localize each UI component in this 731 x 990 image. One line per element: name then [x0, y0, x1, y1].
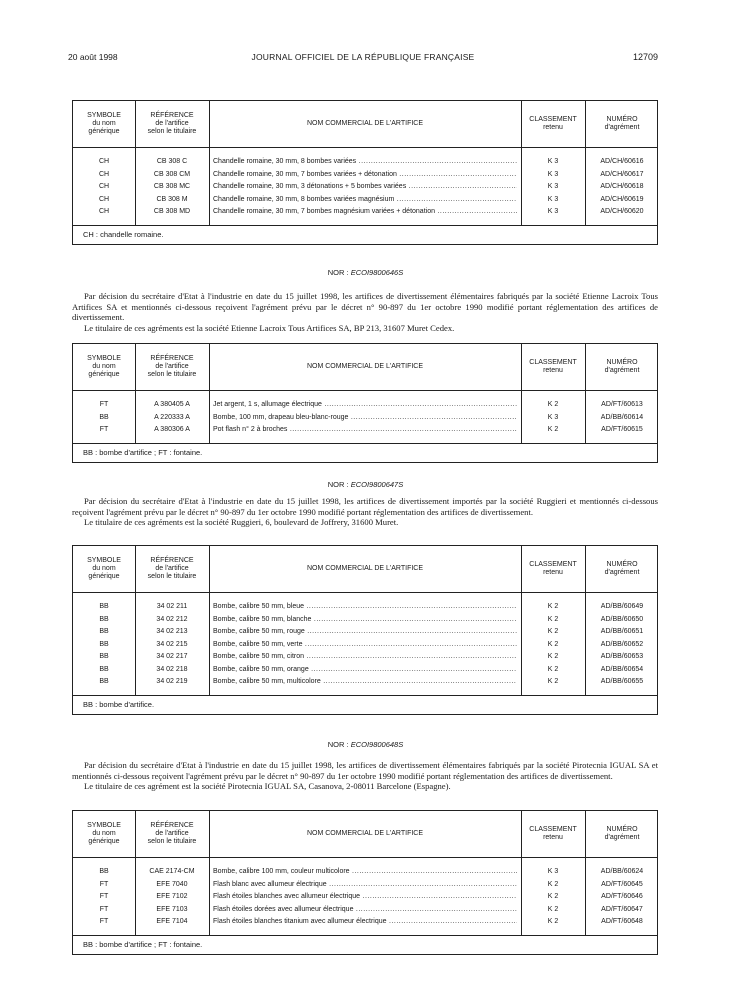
table-row [73, 866, 657, 879]
cell-cls: K 2 [547, 628, 559, 635]
table-row [73, 169, 657, 182]
table-header [73, 101, 657, 148]
column-header-label: NOM COMMERCIAL DE L'ARTIFICE [306, 565, 424, 572]
cell-sym: FT [99, 426, 109, 433]
cell-sym: BB [99, 413, 109, 421]
cell-sym: BB [99, 603, 109, 610]
cell-nom: Chandelle romaine, 30 mm, 7 bombes magnésium variées + détonation ..... [213, 206, 517, 219]
cell-nom: Bombe, calibre 50 mm, rouge ..... [213, 626, 517, 639]
cell-nom: Bombe, calibre 50 mm, verte ..... [213, 639, 517, 652]
nor-label: NOR : [327, 740, 349, 749]
cell-ref: EFE 7104 [156, 918, 188, 925]
cell-nom: Chandelle romaine, 30 mm, 3 détonations + 5 bombes variées ..... [213, 181, 517, 194]
column-header-label: NOM COMMERCIAL DE L'ARTIFICE [306, 363, 424, 370]
column-divider [521, 811, 522, 935]
table-row [73, 676, 657, 689]
approval-table-1 [72, 100, 658, 245]
cell-num: AD/BB/60614 [600, 413, 644, 421]
column-header-nom [209, 811, 521, 857]
cell-ref: CB 308 MC [153, 183, 191, 190]
table-row [73, 156, 657, 169]
column-header-label: CLASSEMENT retenu [529, 561, 577, 576]
cell-sym: CH [98, 208, 110, 215]
table-row [73, 639, 657, 652]
column-header-label: NOM COMMERCIAL DE L'ARTIFICE [306, 120, 424, 127]
table-row [73, 424, 657, 437]
cell-nom: Bombe, calibre 50 mm, citron ..... [213, 651, 517, 664]
cell-num: AD/BB/60624 [600, 868, 644, 875]
column-divider [209, 344, 210, 443]
table-row [73, 904, 657, 917]
cell-ref: EFE 7103 [156, 905, 188, 913]
cell-ref: CB 308 C [156, 158, 188, 165]
cell-ref: CB 308 CM [153, 170, 191, 178]
column-header-reference [135, 811, 209, 857]
cell-num: AD/BB/60654 [600, 665, 644, 673]
table-row [73, 194, 657, 207]
decision-paragraph-3 [72, 496, 658, 528]
nor-label: NOR : [327, 480, 349, 489]
cell-sym: FT [99, 893, 109, 900]
column-header-numero [585, 101, 659, 147]
table-footnote: BB : bombe d'artifice ; FT : fontaine. [73, 935, 657, 954]
cell-num: AD/BB/60651 [600, 628, 644, 635]
decision-paragraph-2 [72, 291, 658, 333]
cell-ref: 34 02 211 [156, 603, 188, 610]
approval-table-3 [72, 545, 658, 715]
table-footnote: CH : chandelle romaine. [73, 225, 657, 244]
holder-text: Le titulaire de ces agrément est la société Pirotecnia IGUAL SA, Casanova, 2-08011 Barcelone (Espagne). [84, 781, 451, 791]
table-header [73, 811, 657, 858]
table-row [73, 614, 657, 627]
table-body [73, 858, 657, 935]
cell-nom: Chandelle romaine, 30 mm, 8 bombes variées ..... [213, 156, 517, 169]
column-header-label: NUMÉRO d'agrément [604, 826, 640, 841]
table-row [73, 412, 657, 425]
table-row [73, 206, 657, 219]
column-divider [585, 546, 586, 695]
column-divider [135, 101, 136, 225]
cell-nom: Chandelle romaine, 30 mm, 8 bombes variées magnésium ..... [213, 194, 517, 207]
column-header-classement [521, 344, 585, 390]
table-row [73, 916, 657, 929]
column-header-label: NUMÉRO d'agrément [604, 359, 640, 374]
nor-code: ECOI9800647S [350, 480, 404, 489]
column-divider [209, 101, 210, 225]
decision-text: Par décision du secrétaire d'Etat à l'industrie en date du 15 juillet 1998, les artifices de divertissement élémentaires fabriqués par la société Pirotecnia IGUAL SA et mentionnés ci-dessous reçoivent l'agrément prévu par le décret n° 90-897 du 1er octobre 1990 modifié portant réglementation des artifices de divertissement. [72, 760, 658, 781]
cell-sym: BB [99, 868, 109, 875]
cell-nom: Flash étoiles dorées avec allumeur électrique ..... [213, 904, 517, 917]
cell-num: AD/FT/60646 [601, 893, 643, 900]
cell-sym: FT [99, 401, 109, 408]
column-header-label: SYMBOLE du nom générique [87, 822, 121, 845]
column-divider [521, 101, 522, 225]
nor-reference-4 [0, 740, 731, 749]
cell-sym: BB [99, 628, 109, 635]
decision-text: Par décision du secrétaire d'Etat à l'industrie en date du 15 juillet 1998, les artifices de divertissement importés par la société Ruggieri et mentionnés ci-dessous reçoivent l'agrément prévu par le décret n° 90-897 du 1er octobre 1990 modifié portant réglementation des artifices de divertissement. [72, 496, 658, 517]
column-header-label: NUMÉRO d'agrément [604, 116, 640, 131]
cell-nom: Chandelle romaine, 30 mm, 7 bombes variées + détonation ..... [213, 169, 517, 182]
cell-num: AD/FT/60645 [601, 880, 643, 888]
cell-ref: 34 02 219 [156, 678, 188, 685]
column-header-label: RÉFÉRENCE de l'artifice selon le titulaire [147, 112, 197, 135]
column-header-numero [585, 344, 659, 390]
cell-cls: K 2 [547, 615, 559, 623]
nor-code: ECOI9800646S [350, 268, 404, 277]
cell-ref: A 220333 A [154, 413, 190, 421]
column-divider [209, 546, 210, 695]
cell-nom: Flash étoiles blanches avec allumeur électrique ..... [213, 891, 517, 904]
decision-paragraph-4 [72, 760, 658, 792]
cell-num: AD/FT/60613 [601, 401, 643, 408]
cell-ref: EFE 7102 [156, 893, 188, 900]
column-header-numero [585, 546, 659, 592]
cell-cls: K 3 [547, 195, 559, 203]
cell-nom: Bombe, calibre 50 mm, orange ..... [213, 664, 517, 677]
cell-cls: K 2 [547, 893, 559, 900]
cell-num: AD/FT/60647 [601, 905, 643, 913]
table-row [73, 181, 657, 194]
cell-sym: BB [99, 653, 109, 660]
cell-cls: K 2 [547, 640, 559, 648]
header-title: JOURNAL OFFICIEL DE LA RÉPUBLIQUE FRANÇAISE [251, 52, 475, 62]
cell-num: AD/CH/60619 [600, 195, 644, 203]
approval-table-4 [72, 810, 658, 955]
cell-nom: Jet argent, 1 s, allumage électrique ..... [213, 399, 517, 412]
table-footnote: BB : bombe d'artifice. [73, 695, 657, 714]
column-divider [521, 344, 522, 443]
table-row [73, 651, 657, 664]
cell-cls: K 2 [547, 905, 559, 913]
header-date: 20 août 1998 [68, 52, 118, 62]
column-header-nom [209, 101, 521, 147]
cell-sym: CH [98, 158, 110, 165]
column-header-label: NUMÉRO d'agrément [604, 561, 640, 576]
cell-ref: CAE 2174-CM [149, 868, 195, 875]
cell-nom: Bombe, calibre 100 mm, couleur multicolore ..... [213, 866, 517, 879]
cell-ref: 34 02 217 [156, 653, 188, 660]
table-body [73, 593, 657, 695]
cell-sym: BB [99, 665, 109, 673]
column-header-nom [209, 546, 521, 592]
header-page-number: 12709 [632, 52, 658, 62]
column-header-classement [521, 546, 585, 592]
page-header [68, 52, 658, 66]
cell-cls: K 3 [547, 158, 559, 165]
cell-cls: K 3 [547, 208, 559, 215]
cell-cls: K 2 [547, 401, 559, 408]
column-header-symbole [73, 546, 135, 592]
cell-sym: FT [99, 918, 109, 925]
column-divider [135, 811, 136, 935]
cell-sym: CH [98, 170, 110, 178]
column-header-label: NOM COMMERCIAL DE L'ARTIFICE [306, 830, 424, 837]
cell-ref: A 380405 A [154, 401, 190, 408]
column-header-classement [521, 811, 585, 857]
table-body [73, 391, 657, 443]
column-header-label: RÉFÉRENCE de l'artifice selon le titulaire [147, 557, 197, 580]
cell-cls: K 3 [547, 170, 559, 178]
cell-sym: FT [99, 905, 109, 913]
cell-cls: K 2 [547, 653, 559, 660]
cell-cls: K 2 [547, 918, 559, 925]
nor-label: NOR : [327, 268, 349, 277]
approval-table-2 [72, 343, 658, 463]
column-divider [521, 546, 522, 695]
column-header-label: CLASSEMENT retenu [529, 826, 577, 841]
cell-ref: 34 02 218 [156, 665, 188, 673]
cell-nom: Bombe, calibre 50 mm, blanche ..... [213, 614, 517, 627]
cell-nom: Bombe, 100 mm, drapeau bleu-blanc-rouge ..... [213, 412, 517, 425]
cell-num: AD/FT/60648 [601, 918, 643, 925]
cell-cls: K 3 [547, 868, 559, 875]
cell-nom: Flash blanc avec allumeur électrique ..... [213, 879, 517, 892]
cell-num: AD/BB/60650 [600, 615, 644, 623]
cell-cls: K 3 [547, 183, 559, 190]
column-header-label: CLASSEMENT retenu [529, 359, 577, 374]
cell-ref: CB 308 MD [153, 208, 191, 215]
column-header-reference [135, 344, 209, 390]
holder-text: Le titulaire de ces agréments est la société Etienne Lacroix Tous Artifices SA, BP 213, 31607 Muret Cedex. [84, 322, 455, 333]
table-row [73, 626, 657, 639]
cell-ref: CB 308 M [156, 195, 188, 203]
column-header-label: RÉFÉRENCE de l'artifice selon le titulaire [147, 355, 197, 378]
cell-nom: Bombe, calibre 50 mm, multicolore ..... [213, 676, 517, 689]
column-header-label: SYMBOLE du nom générique [87, 557, 121, 580]
cell-cls: K 3 [547, 413, 559, 421]
column-header-reference [135, 546, 209, 592]
table-row [73, 399, 657, 412]
cell-num: AD/BB/60649 [600, 603, 644, 610]
column-divider [209, 811, 210, 935]
cell-ref: 34 02 212 [156, 615, 188, 623]
cell-sym: BB [99, 615, 109, 623]
column-header-label: RÉFÉRENCE de l'artifice selon le titulaire [147, 822, 197, 845]
cell-cls: K 2 [547, 678, 559, 685]
holder-text: Le titulaire de ces agréments est la société Ruggieri, 6, boulevard de Joffrery, 31600 Muret. [84, 517, 399, 527]
column-divider [585, 344, 586, 443]
cell-ref: 34 02 213 [156, 628, 188, 635]
cell-cls: K 2 [547, 603, 559, 610]
column-divider [135, 344, 136, 443]
column-header-symbole [73, 344, 135, 390]
cell-sym: BB [99, 678, 109, 685]
cell-num: AD/CH/60618 [600, 183, 644, 190]
cell-num: AD/BB/60652 [600, 640, 644, 648]
column-header-classement [521, 101, 585, 147]
nor-reference-2 [0, 268, 731, 277]
cell-num: AD/BB/60655 [600, 678, 644, 685]
table-footnote: BB : bombe d'artifice ; FT : fontaine. [73, 443, 657, 462]
column-header-symbole [73, 101, 135, 147]
cell-sym: FT [99, 880, 109, 888]
table-row [73, 879, 657, 892]
cell-num: AD/FT/60615 [601, 426, 643, 433]
column-header-numero [585, 811, 659, 857]
column-divider [585, 101, 586, 225]
table-row [73, 891, 657, 904]
column-header-nom [209, 344, 521, 390]
column-header-symbole [73, 811, 135, 857]
table-row [73, 664, 657, 677]
cell-cls: K 2 [547, 426, 559, 433]
cell-sym: BB [99, 640, 109, 648]
cell-num: AD/CH/60620 [600, 208, 644, 215]
decision-text: Par décision du secrétaire d'Etat à l'industrie en date du 15 juillet 1998, les artifices de divertissement élémentaires fabriqués par la société Etienne Lacroix Tous Artifices SA et mentionnés ci-dessous reçoivent l'agrément prévu par le décret n° 90-897 du 1er octobre 1990 modifié portant réglementation des artifices de divertissement. [72, 291, 658, 322]
cell-ref: A 380306 A [154, 426, 190, 433]
column-header-reference [135, 101, 209, 147]
table-header [73, 344, 657, 391]
cell-nom: Flash étoiles blanches titanium avec allumeur électrique ..... [213, 916, 517, 929]
column-header-label: SYMBOLE du nom générique [87, 112, 121, 135]
cell-num: AD/CH/60616 [600, 158, 644, 165]
cell-cls: K 2 [547, 665, 559, 673]
nor-code: ECOI9800648S [350, 740, 404, 749]
column-header-label: SYMBOLE du nom générique [87, 355, 121, 378]
column-divider [135, 546, 136, 695]
cell-nom: Bombe, calibre 50 mm, bleue ..... [213, 601, 517, 614]
cell-num: AD/BB/60653 [600, 653, 644, 660]
cell-nom: Pot flash n° 2 à broches ..... [213, 424, 517, 437]
cell-sym: CH [98, 195, 110, 203]
cell-ref: EFE 7040 [156, 880, 188, 888]
cell-ref: 34 02 215 [156, 640, 188, 648]
table-row [73, 601, 657, 614]
nor-reference-3 [0, 480, 731, 489]
table-header [73, 546, 657, 593]
cell-cls: K 2 [547, 880, 559, 888]
table-body [73, 148, 657, 225]
column-header-label: CLASSEMENT retenu [529, 116, 577, 131]
column-divider [585, 811, 586, 935]
cell-num: AD/CH/60617 [600, 170, 644, 178]
cell-sym: CH [98, 183, 110, 190]
